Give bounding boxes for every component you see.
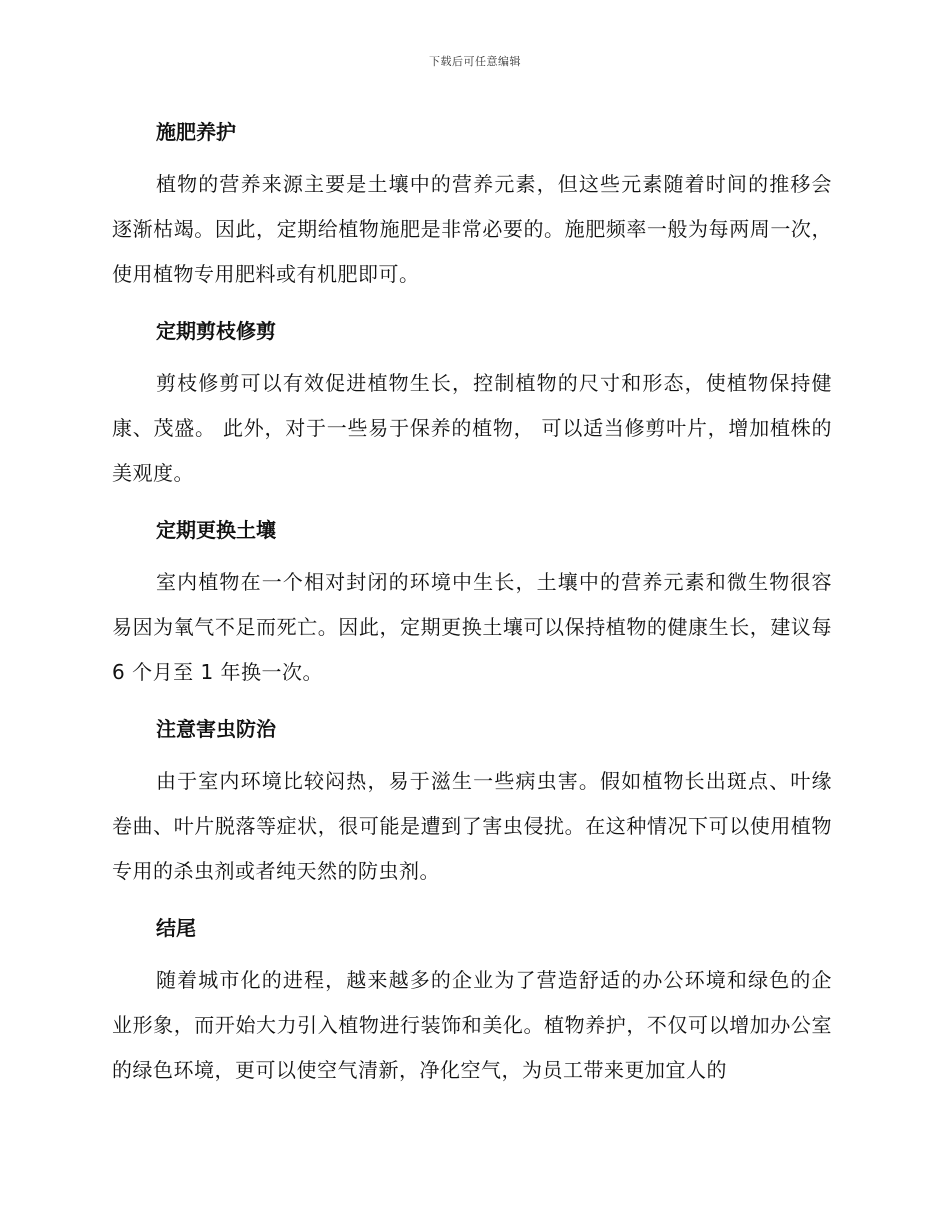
section-body-pests: 由于室内环境比较闷热，易于滋生一些病虫害。假如植物长出斑点、叶缘卷曲、叶片脱落等症状，很可能是遭到了害虫侵扰。在这种情况下可以使用植物专用的杀虫剂或者纯天然的防虫剂。 bbox=[112, 769, 832, 883]
section-body-soil: 室内植物在一个相对封闭的环境中生长，土壤中的营养元素和微生物很容易因为氧气不足而死亡。因此，定期更换土壤可以保持植物的健康生长，建议每 6 个月至 1 年换一次。 bbox=[112, 570, 832, 684]
document-body bbox=[112, 112, 832, 1107]
section-heading-conclusion: 结尾 bbox=[156, 916, 196, 940]
section-body-conclusion: 随着城市化的进程，越来越多的企业为了营造舒适的办公环境和绿色的企业形象，而开始大力引入植物进行装饰和美化。植物养护，不仅可以增加办公室的绿色环境，更可以使空气清新，净化空气，为员工带来更加宜人的 bbox=[112, 968, 832, 1082]
header-note: 下载后可任意编辑 bbox=[429, 55, 521, 68]
section-heading-pruning: 定期剪枝修剪 bbox=[156, 319, 276, 343]
section-heading-pests: 注意害虫防治 bbox=[156, 717, 276, 741]
section-heading-soil: 定期更换土壤 bbox=[156, 518, 276, 542]
section-heading-fertilizing: 施肥养护 bbox=[156, 120, 236, 144]
section-body-fertilizing: 植物的营养来源主要是土壤中的营养元素，但这些元素随着时间的推移会逐渐枯竭。因此，定期给植物施肥是非常必要的。施肥频率一般为每两周一次，使用植物专用肥料或有机肥即可。 bbox=[112, 172, 832, 286]
section-body-pruning: 剪枝修剪可以有效促进植物生长，控制植物的尺寸和形态，使植物保持健康、茂盛。 此外，对于一些易于保养的植物， 可以适当修剪叶片，增加植株的美观度。 bbox=[112, 371, 832, 485]
